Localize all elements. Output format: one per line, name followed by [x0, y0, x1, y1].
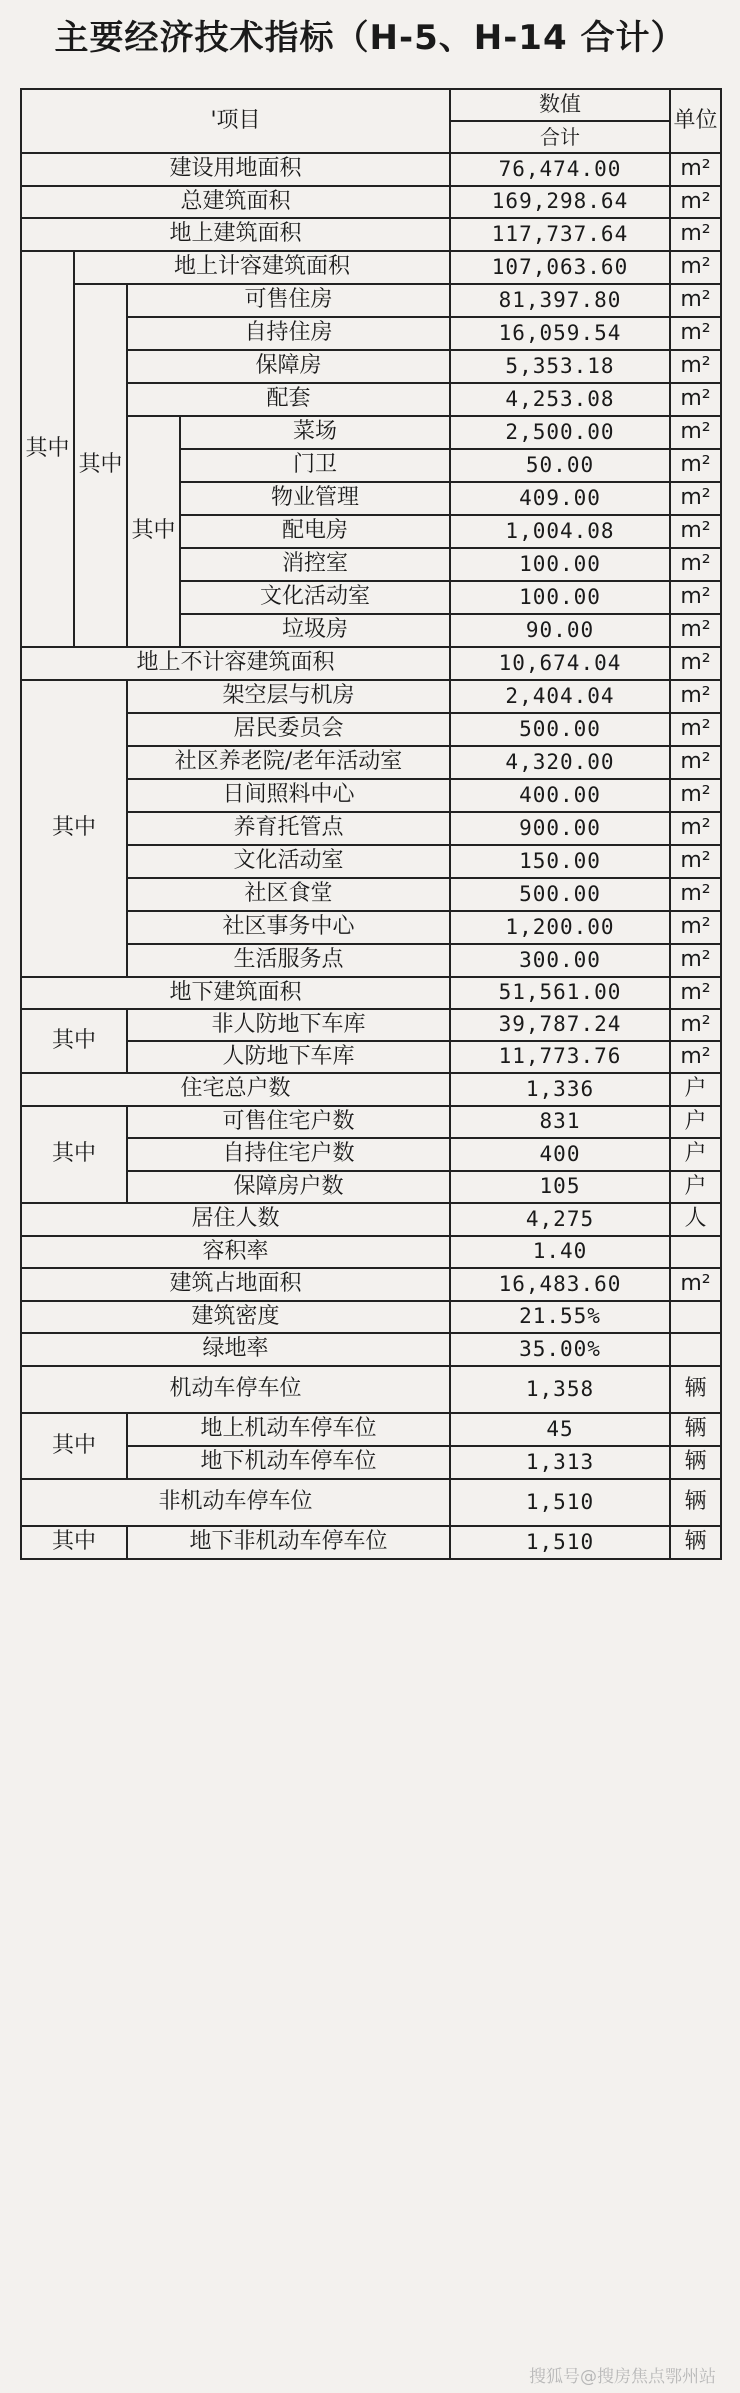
row-value: 107,063.60 — [450, 251, 670, 284]
row-unit: m² — [670, 614, 721, 647]
row-unit: m² — [670, 186, 721, 218]
row-unit: m² — [670, 383, 721, 416]
row-value: 500.00 — [450, 713, 670, 746]
row-value: 10,674.04 — [450, 647, 670, 680]
row-label: 可售住宅户数 — [127, 1106, 450, 1138]
table-row — [21, 251, 721, 284]
row-unit: m² — [670, 779, 721, 812]
row-value: 1,358 — [450, 1366, 670, 1413]
row-unit: m² — [670, 581, 721, 614]
row-value: 81,397.80 — [450, 284, 670, 317]
row-label: 配电房 — [180, 515, 450, 548]
row-label: 非人防地下车库 — [127, 1009, 450, 1041]
page-title: 主要经济技术指标（H-5、H-14 合计） — [54, 18, 686, 58]
row-unit: 辆 — [670, 1366, 721, 1413]
table-row — [21, 1333, 721, 1366]
row-unit: 辆 — [670, 1479, 721, 1526]
row-label: 文化活动室 — [180, 581, 450, 614]
row-value: 50.00 — [450, 449, 670, 482]
row-value: 16,059.54 — [450, 317, 670, 350]
row-label: 社区食堂 — [127, 878, 450, 911]
row-label: 容积率 — [21, 1236, 450, 1268]
row-value: 4,275 — [450, 1203, 670, 1236]
row-value: 1,336 — [450, 1073, 670, 1106]
table-row — [21, 284, 721, 317]
row-unit: m² — [670, 317, 721, 350]
group-label-qizhong: 其中 — [21, 1526, 127, 1559]
table-row — [21, 186, 721, 218]
row-unit: m² — [670, 482, 721, 515]
row-label: 文化活动室 — [127, 845, 450, 878]
table-row — [21, 1203, 721, 1236]
row-unit: m² — [670, 911, 721, 944]
row-label: 保障房 — [127, 350, 450, 383]
row-value: 169,298.64 — [450, 186, 670, 218]
row-value: 1,004.08 — [450, 515, 670, 548]
row-label: 保障房户数 — [127, 1171, 450, 1203]
row-unit: m² — [670, 878, 721, 911]
table-row — [21, 153, 721, 186]
group-label-qizhong: 其中 — [74, 284, 127, 647]
row-label: 居民委员会 — [127, 713, 450, 746]
row-value: 1,313 — [450, 1446, 670, 1479]
row-value: 5,353.18 — [450, 350, 670, 383]
row-label: 自持住宅户数 — [127, 1138, 450, 1171]
row-value: 831 — [450, 1106, 670, 1138]
row-value: 409.00 — [450, 482, 670, 515]
row-value: 4,253.08 — [450, 383, 670, 416]
row-value: 11,773.76 — [450, 1041, 670, 1073]
row-unit: 人 — [670, 1203, 721, 1236]
header-total: 合计 — [450, 121, 670, 153]
row-unit: m² — [670, 812, 721, 845]
row-unit: m² — [670, 713, 721, 746]
row-unit: m² — [670, 680, 721, 713]
row-unit: m² — [670, 350, 721, 383]
table-row — [21, 1236, 721, 1268]
row-unit: m² — [670, 1268, 721, 1301]
row-unit: m² — [670, 515, 721, 548]
table-row — [21, 680, 721, 713]
header-value: 数值 — [450, 89, 670, 121]
row-value: 400.00 — [450, 779, 670, 812]
row-value: 39,787.24 — [450, 1009, 670, 1041]
row-unit: m² — [670, 449, 721, 482]
row-value: 300.00 — [450, 944, 670, 977]
row-unit: m² — [670, 284, 721, 317]
row-value: 1,510 — [450, 1479, 670, 1526]
row-label: 生活服务点 — [127, 944, 450, 977]
row-unit — [670, 1333, 721, 1366]
group-label-qizhong: 其中 — [21, 680, 127, 977]
table-row — [21, 1526, 721, 1559]
row-value: 51,561.00 — [450, 977, 670, 1009]
table-row — [21, 1301, 721, 1333]
table-row — [21, 1413, 721, 1446]
row-value: 105 — [450, 1171, 670, 1203]
row-unit: m² — [670, 647, 721, 680]
row-label: 菜场 — [180, 416, 450, 449]
row-value: 35.00% — [450, 1333, 670, 1366]
row-value: 150.00 — [450, 845, 670, 878]
table-row — [21, 1268, 721, 1301]
row-value: 117,737.64 — [450, 218, 670, 251]
row-unit: m² — [670, 1009, 721, 1041]
row-unit: m² — [670, 548, 721, 581]
watermark: 搜狐号@搜房焦点鄂州站 — [529, 2367, 716, 2387]
row-value: 76,474.00 — [450, 153, 670, 186]
group-label-qizhong: 其中 — [21, 1413, 127, 1479]
row-unit: m² — [670, 845, 721, 878]
row-unit — [670, 1236, 721, 1268]
row-label: 地上不计容建筑面积 — [21, 647, 450, 680]
row-label: 机动车停车位 — [21, 1366, 450, 1413]
table-row — [21, 1073, 721, 1106]
header-unit: 单位 — [670, 89, 721, 153]
row-value: 16,483.60 — [450, 1268, 670, 1301]
table-row — [21, 218, 721, 251]
row-label: 养育托管点 — [127, 812, 450, 845]
row-value: 21.55% — [450, 1301, 670, 1333]
row-label: 地下机动车停车位 — [127, 1446, 450, 1479]
row-label: 绿地率 — [21, 1333, 450, 1366]
row-unit — [670, 1301, 721, 1333]
row-value: 500.00 — [450, 878, 670, 911]
row-unit: 辆 — [670, 1446, 721, 1479]
header-item: '项目 — [21, 89, 450, 153]
row-label: 消控室 — [180, 548, 450, 581]
indicators-table — [20, 88, 722, 1560]
row-unit: m² — [670, 746, 721, 779]
group-label-qizhong: 其中 — [21, 251, 74, 647]
row-label: 非机动车停车位 — [21, 1479, 450, 1526]
table-row — [21, 1366, 721, 1413]
row-unit: m² — [670, 218, 721, 251]
row-label: 门卫 — [180, 449, 450, 482]
row-value: 4,320.00 — [450, 746, 670, 779]
row-label: 人防地下车库 — [127, 1041, 450, 1073]
row-unit: m² — [670, 977, 721, 1009]
row-label: 地上建筑面积 — [21, 218, 450, 251]
row-unit: m² — [670, 416, 721, 449]
row-label: 居住人数 — [21, 1203, 450, 1236]
table-row — [21, 647, 721, 680]
row-label: 社区养老院/老年活动室 — [127, 746, 450, 779]
row-label: 建筑密度 — [21, 1301, 450, 1333]
row-value: 90.00 — [450, 614, 670, 647]
row-label: 自持住房 — [127, 317, 450, 350]
row-label: 住宅总户数 — [21, 1073, 450, 1106]
row-value: 1.40 — [450, 1236, 670, 1268]
row-unit: 辆 — [670, 1413, 721, 1446]
row-value: 2,500.00 — [450, 416, 670, 449]
row-unit: m² — [670, 153, 721, 186]
table-row — [21, 977, 721, 1009]
row-label: 地下建筑面积 — [21, 977, 450, 1009]
row-unit: 辆 — [670, 1526, 721, 1559]
group-label-qizhong: 其中 — [21, 1009, 127, 1073]
row-unit: 户 — [670, 1171, 721, 1203]
row-value: 100.00 — [450, 548, 670, 581]
row-label: 可售住房 — [127, 284, 450, 317]
row-label: 建筑占地面积 — [21, 1268, 450, 1301]
table-row — [21, 1009, 721, 1041]
row-unit: m² — [670, 944, 721, 977]
row-unit: 户 — [670, 1106, 721, 1138]
row-value: 45 — [450, 1413, 670, 1446]
table-row — [21, 1479, 721, 1526]
row-value: 1,510 — [450, 1526, 670, 1559]
row-label: 总建筑面积 — [21, 186, 450, 218]
row-value: 400 — [450, 1138, 670, 1171]
row-unit: 户 — [670, 1073, 721, 1106]
row-label: 配套 — [127, 383, 450, 416]
row-label: 垃圾房 — [180, 614, 450, 647]
row-value: 1,200.00 — [450, 911, 670, 944]
row-label: 物业管理 — [180, 482, 450, 515]
row-label: 地上计容建筑面积 — [74, 251, 450, 284]
row-label: 架空层与机房 — [127, 680, 450, 713]
row-value: 900.00 — [450, 812, 670, 845]
row-label: 地下非机动车停车位 — [127, 1526, 450, 1559]
table-row — [21, 1106, 721, 1138]
row-unit: 户 — [670, 1138, 721, 1171]
row-unit: m² — [670, 251, 721, 284]
row-label: 日间照料中心 — [127, 779, 450, 812]
row-value: 2,404.04 — [450, 680, 670, 713]
row-label: 建设用地面积 — [21, 153, 450, 186]
group-label-qizhong: 其中 — [21, 1106, 127, 1203]
row-label: 社区事务中心 — [127, 911, 450, 944]
group-label-qizhong: 其中 — [127, 416, 180, 647]
row-label: 地上机动车停车位 — [127, 1413, 450, 1446]
row-unit: m² — [670, 1041, 721, 1073]
row-value: 100.00 — [450, 581, 670, 614]
